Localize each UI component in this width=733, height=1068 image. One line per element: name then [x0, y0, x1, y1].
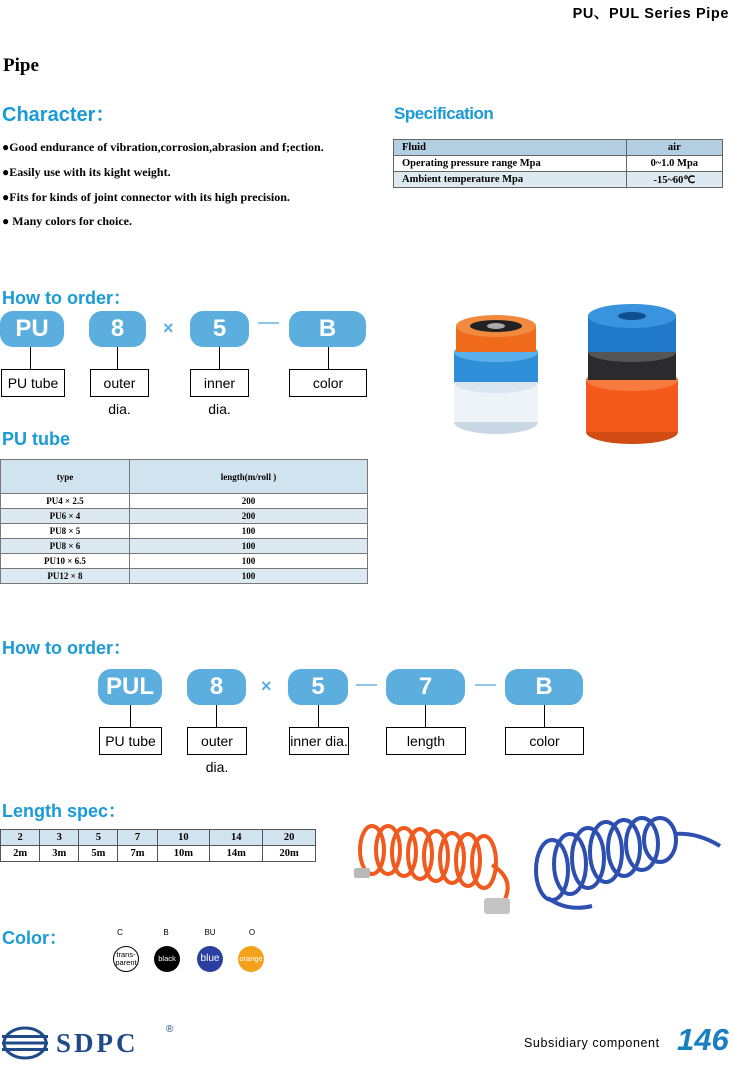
times-sign: ×: [261, 676, 272, 696]
character-bullet-3: ●Fits for kinds of joint connector with its high precision.: [2, 190, 290, 204]
length-code: 5: [79, 830, 118, 846]
color-swatch-black: black: [154, 946, 180, 972]
registered-mark: ®: [166, 1024, 174, 1035]
order-pu-heading: How to order：: [2, 288, 131, 308]
order-pul-label-color: color: [505, 727, 584, 755]
order-pul-label-length: length: [386, 727, 466, 755]
length-value: 14m: [210, 846, 263, 862]
color-code: BU: [204, 928, 216, 937]
order-pul-code-inner: 5: [288, 669, 348, 705]
order-pu-label-inner: inner dia.: [190, 369, 249, 397]
table-header-row: [1, 460, 368, 494]
character-heading: Character：: [2, 104, 116, 126]
order-pu-code-color: B: [289, 311, 366, 347]
character-bullet-2: ●Easily use with its kight weight.: [2, 165, 171, 179]
page-number: 146: [677, 1022, 729, 1057]
order-pul-label-outer: outer dia.: [187, 727, 247, 755]
table-cell: PU6 × 4: [1, 509, 130, 524]
table-row: [1, 569, 368, 584]
color-swatch-blue: blue: [197, 946, 223, 972]
footer-component-text: Subsidiary component: [524, 1036, 660, 1050]
spec-label: Ambient temperature Mpa: [394, 172, 627, 188]
order-pu-label-color: color: [289, 369, 367, 397]
table-cell: 100: [130, 554, 368, 569]
connector-line: [219, 347, 220, 369]
pu-tube-heading: PU tube: [2, 429, 71, 449]
length-code: 7: [118, 830, 157, 846]
order-pul-code-outer: 8: [187, 669, 246, 705]
table-cell: 100: [130, 569, 368, 584]
table-row: [1, 494, 368, 509]
spec-value: air: [626, 140, 722, 156]
order-pul-code-length: 7: [386, 669, 465, 705]
character-bullet-1: ●Good endurance of vibration,corrosion,abrasion and f;ection.: [2, 140, 324, 154]
table-cell: PU8 × 6: [1, 539, 130, 554]
specification-table: [393, 139, 723, 188]
order-pu-code-outer: 8: [89, 311, 146, 347]
pipe-spools-image: [440, 300, 680, 460]
length-code: 14: [210, 830, 263, 846]
connector-line: [328, 347, 329, 369]
dash-separator: [475, 684, 496, 686]
length-spec-heading: Length spec：: [2, 801, 127, 821]
table-cell: PU8 × 5: [1, 524, 130, 539]
order-pul-label-type: PU tube: [99, 727, 162, 755]
color-swatch-orange: orange: [238, 946, 264, 972]
spec-row: [394, 156, 723, 172]
length-code: 10: [157, 830, 210, 846]
spec-label: Fluid: [394, 140, 627, 156]
order-pul-heading: How to order：: [2, 638, 131, 658]
color-swatch-transparent: trans-parent: [113, 946, 139, 972]
connector-line: [318, 705, 319, 727]
connector-line: [117, 347, 118, 369]
sdpc-logo-icon: [2, 1026, 48, 1060]
length-code: 3: [40, 830, 79, 846]
order-pul-label-inner: inner dia.: [289, 727, 349, 755]
connector-line: [30, 347, 31, 369]
color-heading: Color：: [2, 928, 67, 948]
specification-heading: Specification: [394, 104, 494, 123]
color-code: B: [163, 928, 169, 937]
connector-line: [130, 705, 131, 727]
pu-tube-table: [0, 459, 368, 584]
table-cell: 100: [130, 524, 368, 539]
dash-separator: [258, 322, 279, 324]
spec-row: [394, 172, 723, 188]
table-cell: 200: [130, 509, 368, 524]
order-pul-code-type: PUL: [98, 669, 162, 705]
order-pul-code-color: B: [505, 669, 583, 705]
times-sign: ×: [163, 318, 174, 338]
spec-row: [394, 140, 723, 156]
length-spec-table: [0, 829, 316, 862]
column-header: length(m/roll ): [130, 460, 368, 494]
table-cell: PU12 × 8: [1, 569, 130, 584]
length-code: 20: [263, 830, 316, 846]
order-pu-label-outer: outer dia.: [90, 369, 149, 397]
page-title: Pipe: [3, 55, 39, 76]
table-cell: PU4 × 2.5: [1, 494, 130, 509]
table-row: [1, 554, 368, 569]
color-code: C: [117, 928, 123, 937]
length-value: 7m: [118, 846, 157, 862]
dash-separator: [356, 684, 377, 686]
length-value: 5m: [79, 846, 118, 862]
length-value: 20m: [263, 846, 316, 862]
spec-value: 0~1.0 Mpa: [626, 156, 722, 172]
coiled-hose-image: [352, 810, 727, 920]
color-code: O: [248, 928, 256, 937]
order-pu-label-type: PU tube: [1, 369, 65, 397]
connector-line: [544, 705, 545, 727]
table-cell: 100: [130, 539, 368, 554]
length-code-row: [1, 830, 316, 846]
character-bullet-4: ● Many colors for choice.: [2, 214, 132, 228]
table-cell: PU10 × 6.5: [1, 554, 130, 569]
column-header: type: [1, 460, 130, 494]
table-cell: 200: [130, 494, 368, 509]
order-pu-code-inner: 5: [190, 311, 249, 347]
series-title: PU、PUL Series Pipe: [572, 6, 729, 22]
table-row: [1, 539, 368, 554]
spec-value: -15~60℃: [626, 172, 722, 188]
order-pu-code-type: PU: [0, 311, 64, 347]
table-row: [1, 524, 368, 539]
connector-line: [216, 705, 217, 727]
length-value: 2m: [1, 846, 40, 862]
table-row: [1, 509, 368, 524]
spec-label: Operating pressure range Mpa: [394, 156, 627, 172]
length-value: 10m: [157, 846, 210, 862]
length-value: 3m: [40, 846, 79, 862]
length-code: 2: [1, 830, 40, 846]
brand-name: SDPC: [56, 1028, 139, 1058]
length-value-row: [1, 846, 316, 862]
connector-line: [425, 705, 426, 727]
